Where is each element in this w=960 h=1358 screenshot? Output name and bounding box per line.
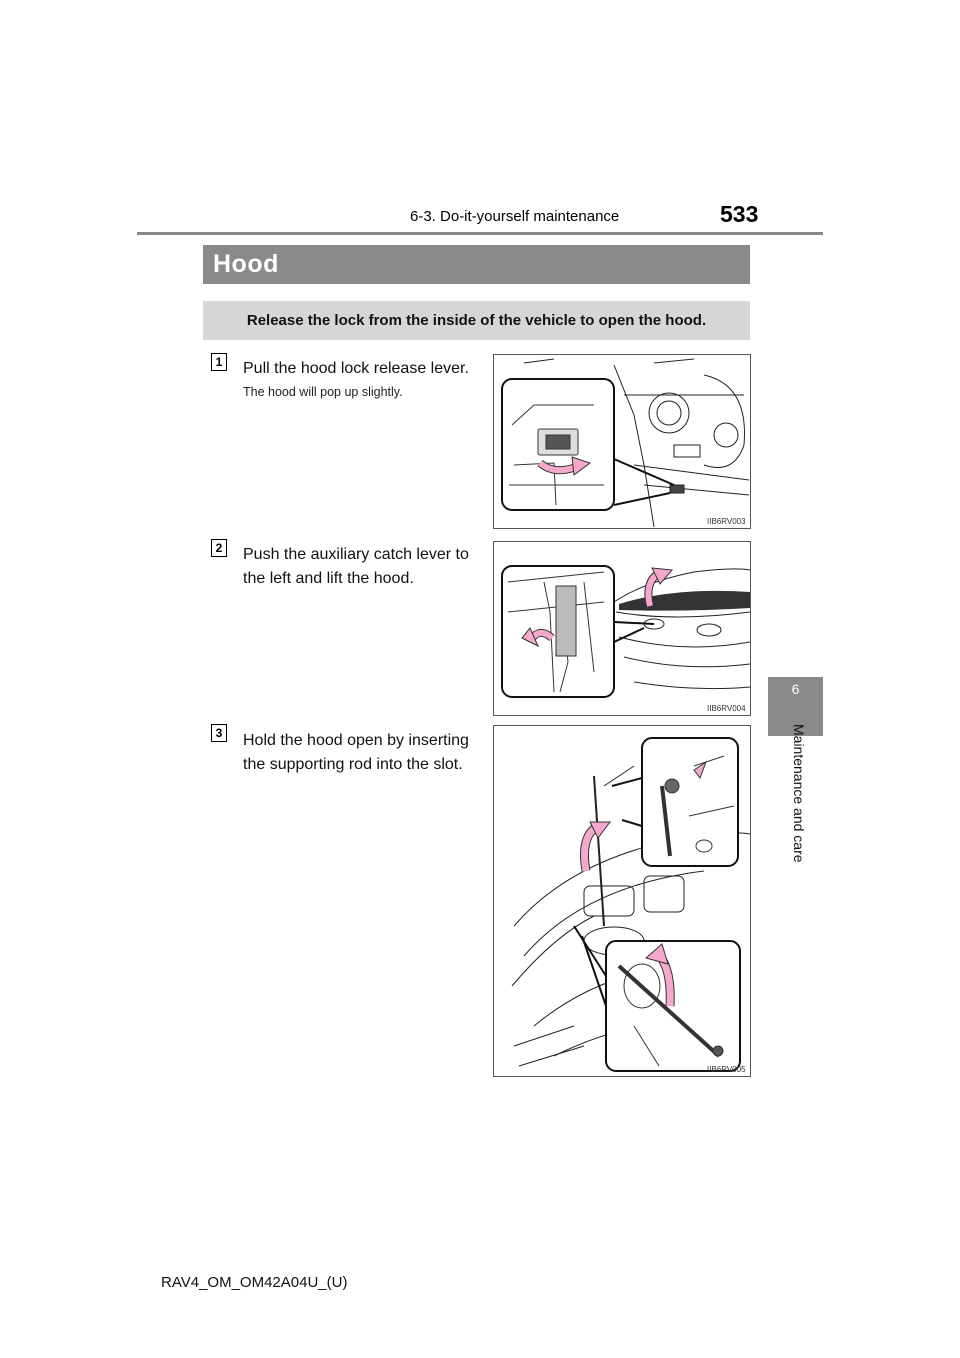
step-number-2: 2	[211, 539, 227, 557]
page-number: 533	[720, 201, 759, 227]
step-note-1: The hood will pop up slightly.	[243, 385, 403, 399]
chapter-tab-label: Maintenance and care	[791, 724, 807, 863]
figure-code-3: IIB6RV005	[707, 1065, 746, 1074]
figure-hood-release-lever	[493, 354, 751, 529]
manual-code-footer: RAV4_OM_OM42A04U_(U)	[161, 1274, 348, 1291]
figure-code-1: IIB6RV003	[707, 517, 746, 526]
page-title: Hood	[203, 245, 750, 284]
figure-auxiliary-catch	[493, 541, 751, 716]
header-divider	[137, 232, 823, 235]
chapter-tab-number: 6	[791, 681, 800, 697]
step-text-1: Pull the hood lock release lever.	[243, 360, 469, 377]
step-number-1: 1	[211, 353, 227, 371]
step-text-3: Hold the hood open by inserting the supporting rod into the slot.	[243, 732, 469, 773]
step-text-2: Push the auxiliary catch lever to the left and lift the hood.	[243, 546, 469, 587]
figure-code-2: IIB6RV004	[707, 704, 746, 713]
header-section-title: 6-3. Do-it-yourself maintenance	[410, 208, 620, 225]
intro-banner: Release the lock from the inside of the vehicle to open the hood.	[203, 301, 750, 340]
figure-support-rod	[493, 725, 751, 1077]
step-number-3: 3	[211, 724, 227, 742]
